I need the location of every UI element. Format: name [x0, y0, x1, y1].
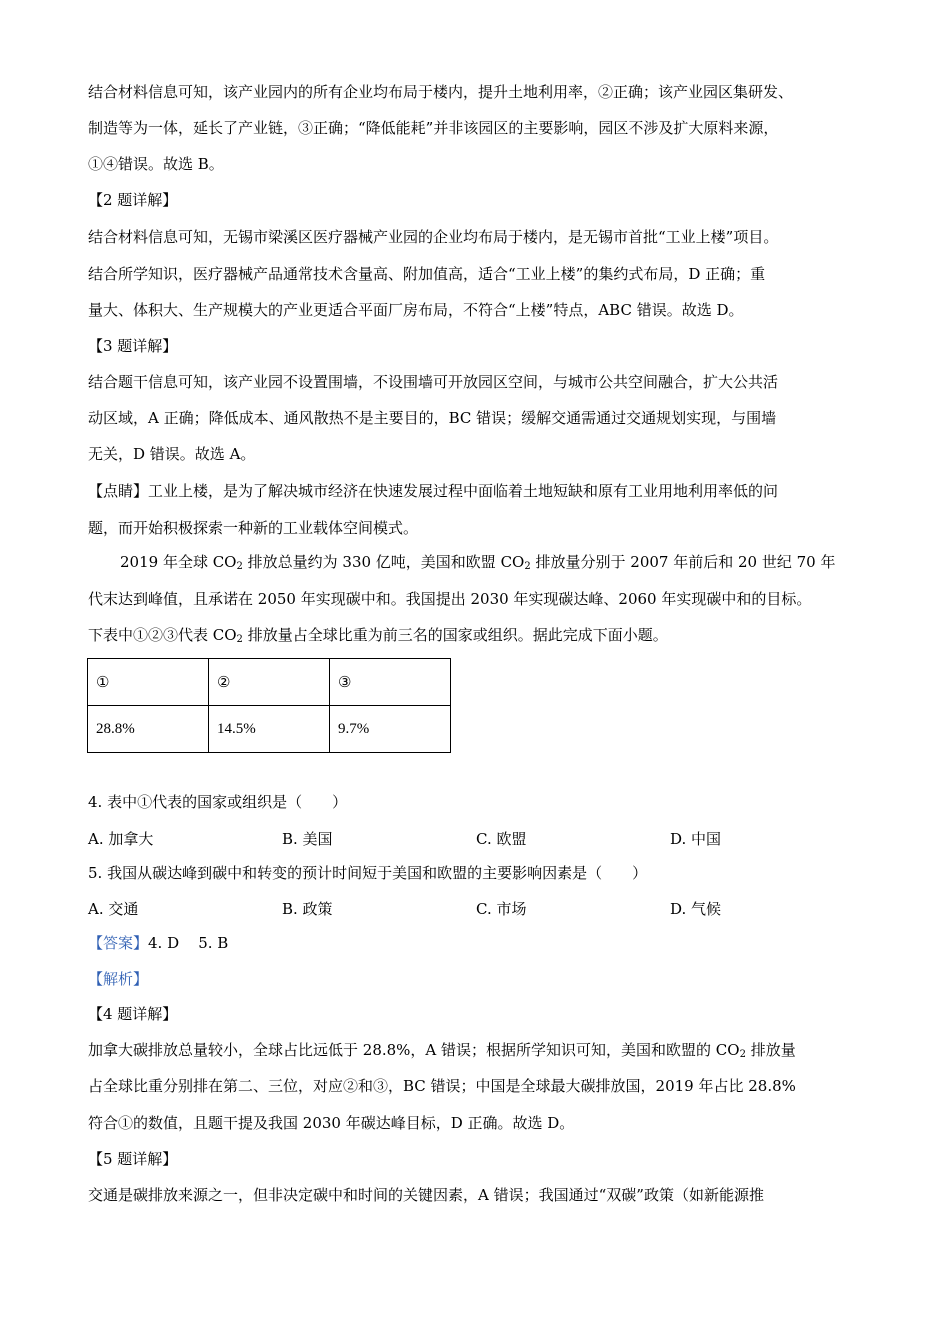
q4-detail-line-3: 符合①的数值，且题干提及我国 2030 年碳达峰目标，D 正确。故选 D。	[88, 1114, 575, 1132]
table-header-row	[88, 659, 451, 706]
q3-detail-line-1: 结合题干信息可知，该产业园不设置围墙，不设围墙可开放园区空间，与城市公共空间融合，扩大公共活	[88, 373, 779, 391]
q3-detail-heading: 【3 题详解】	[88, 337, 178, 355]
q2-detail-heading: 【2 题详解】	[88, 191, 178, 209]
comment-line-1: 【点睛】工业上楼，是为了解决城市经济在快速发展过程中面临着土地短缺和原有工业用地利用率低的问	[88, 482, 779, 500]
q4-options	[88, 828, 868, 848]
q5-stem: 5. 我国从碳达峰到碳中和转变的预计时间短于美国和欧盟的主要影响因素是（ ）	[88, 864, 648, 882]
table-header-cell: ②	[209, 659, 330, 706]
q4-option-a: A. 加拿大	[88, 830, 154, 848]
table-value-cell: 14.5%	[209, 706, 330, 753]
material-line-3: 下表中①②③代表 $CO_2$ 排放量占全球比重为前三名的国家或组织。据此完成下面小题。	[88, 626, 668, 645]
q2-detail-line-1: 结合材料信息可知，无锡市梁溪区医疗器械产业园的企业均布局于楼内，是无锡市首批“工业上楼”项目。	[88, 228, 779, 246]
q2-detail-line-3: 量大、体积大、生产规模大的产业更适合平面厂房布局，不符合“上楼”特点，ABC 错误。故选 D。	[88, 301, 744, 319]
table-header-cell: ①	[88, 659, 209, 706]
q5-option-c: C. 市场	[476, 900, 527, 918]
q4-option-d: D. 中国	[670, 830, 722, 848]
table-header-cell: ③	[330, 659, 451, 706]
q4-detail-line-1: 加拿大碳排放总量较小，全球占比远低于 28.8%，A 错误；根据所学知识可知，美国和欧盟的 $CO_2$ 排放量	[88, 1041, 796, 1060]
q4-detail-line-2: 占全球比重分别排在第二、三位，对应②和③，BC 错误；中国是全球最大碳排放国，2019 年占比 28.8%	[88, 1077, 796, 1095]
table-value-cell: 9.7%	[330, 706, 451, 753]
q5-option-b: B. 政策	[282, 900, 333, 918]
q4-stem: 4. 表中①代表的国家或组织是（ ）	[88, 793, 348, 811]
q5-options	[88, 898, 868, 918]
co2-share-table	[87, 658, 451, 753]
answer-text: 4. D 5. B	[148, 934, 229, 952]
continuation-line-1: 结合材料信息可知，该产业园内的所有企业均布局于楼内，提升土地利用率，②正确；该产业园区集研发、	[88, 83, 794, 101]
material-line-1: 2019 年全球 $CO_2$ 排放总量约为 330 亿吨，美国和欧盟 $CO_2$ 排放量分别于 2007 年前后和 20 世纪 70 年	[120, 553, 836, 572]
q5-option-a: A. 交通	[88, 900, 139, 918]
material-line-2: 代末达到峰值，且承诺在 2050 年实现碳中和。我国提出 2030 年实现碳达峰、2060 年实现碳中和的目标。	[88, 590, 812, 608]
q2-detail-line-2: 结合所学知识，医疗器械产品通常技术含量高、附加值高，适合“工业上楼”的集约式布局，D 正确；重	[88, 265, 766, 283]
q5-detail-heading: 【5 题详解】	[88, 1150, 178, 1168]
q5-option-d: D. 气候	[670, 900, 722, 918]
answer-line	[88, 933, 878, 953]
comment-line-2: 题，而开始积极探索一种新的工业载体空间模式。	[88, 519, 419, 537]
continuation-line-3: ①④错误。故选 B。	[88, 155, 224, 173]
table-value-row	[88, 706, 451, 753]
q5-detail-line-1: 交通是碳排放来源之一，但非决定碳中和时间的关键因素，A 错误；我国通过“双碳”政策（如新能源推	[88, 1186, 764, 1204]
continuation-line-2: 制造等为一体，延长了产业链，③正确；“降低能耗”并非该园区的主要影响，园区不涉及扩大原料来源，	[88, 119, 779, 137]
table-value-cell: 28.8%	[88, 706, 209, 753]
analysis-label: 【解析】	[88, 970, 149, 988]
q4-option-b: B. 美国	[282, 830, 333, 848]
q4-option-c: C. 欧盟	[476, 830, 527, 848]
q3-detail-line-3: 无关，D 错误。故选 A。	[88, 445, 256, 463]
q3-detail-line-2: 动区域，A 正确；降低成本、通风散热不是主要目的，BC 错误；缓解交通需通过交通规划实现，与围墙	[88, 409, 777, 427]
answer-label: 【答案】	[88, 934, 149, 952]
q4-detail-heading: 【4 题详解】	[88, 1005, 178, 1023]
